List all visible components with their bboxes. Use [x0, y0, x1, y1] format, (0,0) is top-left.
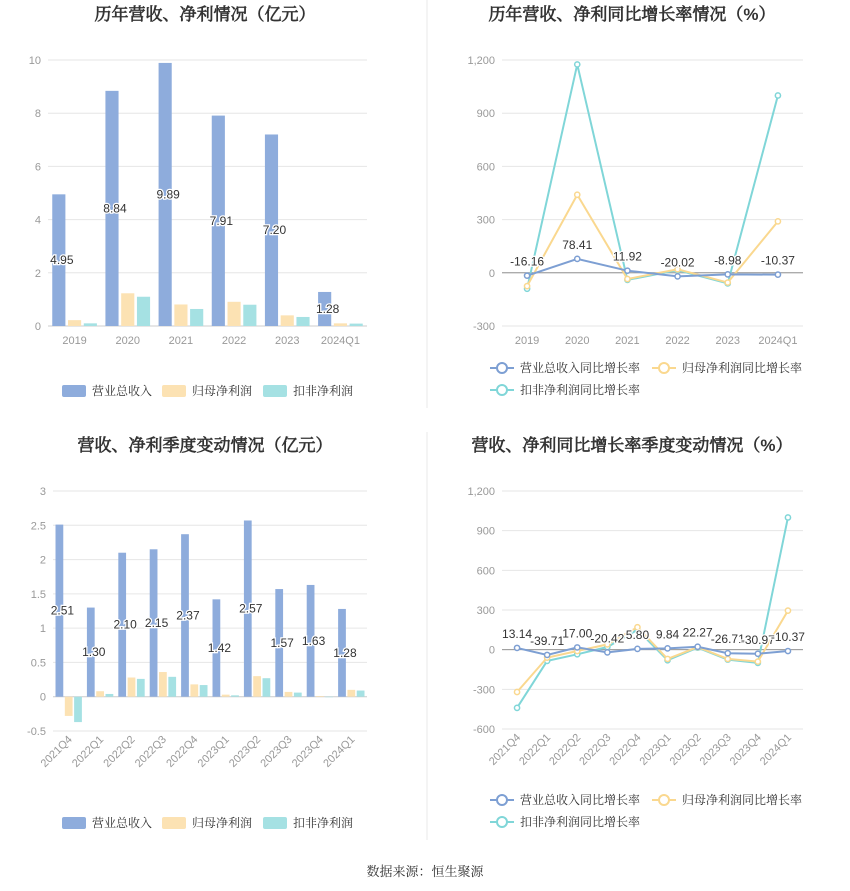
legend-swatch-icon: [263, 817, 287, 829]
x-tick-label: 2024Q1: [758, 335, 798, 347]
bar-deducted-profit: [137, 679, 145, 697]
y-tick-label: 0: [34, 321, 41, 333]
x-tick-label: 2024Q1: [321, 733, 358, 770]
bar-net-profit: [222, 695, 230, 697]
chart-title: 历年营收、净利同比增长率情况（%）: [488, 5, 776, 24]
series-point: [785, 648, 790, 653]
bar-net-profit: [121, 293, 134, 326]
x-tick-label: 2021: [615, 335, 640, 347]
series-line-revenue: [517, 647, 788, 655]
quarterly-revenue-profit-chart: [27, 435, 367, 830]
legend-marker-icon: [497, 363, 507, 373]
y-tick-label: 1.5: [30, 588, 46, 601]
x-tick-label: 2024Q1: [757, 731, 795, 768]
bar-net-profit: [65, 697, 73, 716]
x-tick-label: 2020: [565, 335, 590, 347]
line-data-label: 78.41: [562, 237, 593, 252]
bar-deducted-profit: [200, 685, 208, 697]
x-tick-label: 2022Q1: [517, 731, 554, 768]
bar-data-label: 7.20: [262, 223, 287, 238]
bar-deducted-profit: [137, 297, 150, 326]
series-point: [625, 276, 630, 281]
series-point: [725, 651, 730, 656]
bar-data-label: 1.42: [207, 641, 232, 656]
legend-label: 扣非净利润同比增长率: [520, 815, 641, 829]
annual-revenue-profit-chart: [29, 4, 367, 398]
annual-yoy-growth-chart: [467, 4, 803, 397]
bar-data-label: 2.10: [113, 617, 137, 632]
line-data-label: 17.00: [562, 626, 593, 641]
bar-net-profit: [316, 696, 324, 697]
series-point: [695, 644, 700, 649]
series-point: [785, 608, 790, 613]
bar-deducted-profit: [106, 694, 114, 697]
x-tick-label: 2022Q1: [70, 733, 107, 770]
line-data-label: -20.02: [660, 255, 695, 270]
chart-title: 营收、净利季度变动情况（亿元）: [77, 436, 333, 455]
y-tick-label: -300: [472, 684, 495, 697]
legend-label: 营业总收入同比增长率: [520, 793, 641, 807]
series-point: [665, 646, 670, 651]
line-data-label: -10.37: [760, 253, 795, 268]
line-data-label: -10.37: [770, 630, 805, 645]
series-point: [514, 689, 519, 694]
legend-marker-icon: [659, 795, 669, 805]
bar-deducted-profit: [74, 697, 82, 722]
x-tick-label: 2023Q2: [227, 733, 264, 770]
bar-data-label: 2.15: [144, 616, 169, 630]
x-tick-label: 2023Q3: [258, 733, 295, 770]
x-tick-label: 2023: [715, 335, 740, 347]
legend-swatch-icon: [62, 817, 86, 829]
x-tick-label: 2022: [665, 335, 690, 347]
line-data-label: -8.98: [714, 253, 742, 268]
legend-label: 营业总收入同比增长率: [520, 361, 641, 375]
y-tick-label: 0: [39, 691, 46, 704]
y-tick-label: 1: [39, 623, 46, 636]
x-tick-label: 2023Q2: [667, 731, 704, 768]
bar-net-profit: [347, 690, 355, 697]
series-point: [725, 656, 730, 661]
y-tick-label: 600: [476, 565, 495, 578]
x-tick-label: 2022Q2: [547, 731, 584, 768]
y-tick-label: 0: [488, 644, 495, 657]
series-point: [524, 273, 529, 278]
x-tick-label: 2022: [221, 335, 247, 347]
legend-swatch-icon: [263, 385, 287, 397]
bar-net-profit: [190, 684, 198, 696]
bar-deducted-profit: [296, 317, 309, 326]
series-point: [675, 274, 680, 279]
x-tick-label: 2021Q4: [38, 733, 75, 770]
x-tick-label: 2022Q4: [164, 733, 201, 770]
x-tick-label: 2022Q4: [607, 731, 644, 768]
bar-data-label: 4.95: [50, 253, 74, 268]
y-tick-label: -0.5: [27, 726, 46, 738]
bar-net-profit: [285, 692, 293, 697]
y-tick-label: 900: [476, 108, 495, 121]
bar-data-label: 8.84: [103, 201, 127, 216]
line-data-label: -16.16: [510, 254, 545, 269]
series-point: [514, 645, 519, 650]
bar-deducted-profit: [325, 697, 333, 698]
y-tick-label: 2.5: [30, 520, 46, 533]
legend-marker-icon: [497, 385, 507, 395]
bar-data-label: 1.57: [270, 635, 294, 650]
bar-deducted-profit: [243, 305, 256, 326]
y-tick-label: 300: [476, 605, 495, 617]
line-data-label: -20.42: [590, 631, 625, 646]
x-tick-label: 2023Q1: [637, 731, 674, 768]
bar-net-profit: [281, 315, 294, 326]
y-tick-label: 1,200: [467, 55, 495, 67]
y-tick-label: 300: [476, 214, 495, 227]
y-tick-label: 2: [39, 554, 46, 567]
x-tick-label: 2020: [115, 335, 140, 347]
bar-data-label: 1.63: [301, 633, 326, 648]
source-note: 数据来源：恒生聚源: [366, 864, 484, 879]
x-tick-label: 2022Q3: [132, 733, 170, 770]
x-tick-label: 2022Q2: [101, 733, 138, 770]
x-tick-label: 2022Q3: [577, 731, 614, 768]
series-point: [725, 272, 730, 277]
y-tick-label: 1,200: [467, 486, 495, 498]
y-tick-label: -300: [472, 321, 495, 333]
bar-net-profit: [128, 678, 136, 697]
y-tick-label: -600: [472, 724, 495, 736]
bar-deducted-profit: [168, 677, 176, 697]
legend-swatch-icon: [162, 385, 186, 397]
line-data-label: 22.27: [682, 625, 713, 640]
legend-marker-icon: [497, 817, 507, 827]
x-tick-label: 2021: [168, 335, 194, 347]
x-tick-label: 2019: [62, 335, 87, 347]
series-line-deducted-profit: [517, 517, 788, 707]
x-tick-label: 2023Q1: [195, 733, 232, 770]
x-tick-label: 2024Q1: [320, 335, 360, 347]
legend-label: 扣非净利润: [293, 384, 354, 398]
y-tick-label: 3: [39, 486, 46, 498]
y-tick-label: 900: [476, 525, 495, 538]
y-tick-label: 600: [476, 161, 495, 174]
bar-net-profit: [68, 320, 81, 326]
series-point: [775, 272, 780, 277]
series-point: [575, 256, 580, 261]
series-point: [605, 650, 610, 655]
series-point: [524, 284, 529, 289]
legend-swatch-icon: [162, 817, 186, 829]
legend-label: 归母净利润: [192, 384, 253, 398]
x-tick-label: 2021Q4: [486, 731, 524, 768]
bar-data-label: 1.30: [82, 645, 106, 660]
y-tick-label: 4: [34, 214, 41, 227]
line-data-label: -39.71: [530, 633, 565, 648]
bar-net-profit: [96, 691, 104, 696]
bar-data-label: 9.89: [156, 187, 180, 202]
bar-net-profit: [253, 676, 261, 697]
series-point: [785, 515, 790, 520]
series-point: [575, 62, 580, 67]
line-data-label: 9.84: [655, 627, 680, 642]
series-point: [635, 646, 640, 651]
bar-deducted-profit: [350, 324, 363, 326]
bar-deducted-profit: [263, 678, 271, 697]
legend-label: 营业总收入: [92, 816, 153, 830]
y-tick-label: 0: [488, 267, 495, 280]
x-tick-label: 2023Q4: [289, 733, 327, 770]
line-data-label: 13.14: [502, 626, 533, 641]
bar-deducted-profit: [190, 309, 203, 326]
bar-deducted-profit: [357, 691, 365, 697]
line-data-label: 11.92: [612, 249, 642, 264]
bar-data-label: 7.91: [209, 213, 234, 228]
series-point: [575, 192, 580, 197]
bar-net-profit: [334, 323, 347, 326]
line-data-label: -26.71: [710, 632, 745, 647]
bar-deducted-profit: [231, 695, 239, 696]
bar-deducted-profit: [294, 693, 302, 697]
legend-label: 营业总收入: [92, 384, 153, 398]
series-point: [665, 656, 670, 661]
bar-data-label: 2.51: [50, 603, 75, 618]
x-tick-label: 2023Q3: [697, 731, 734, 768]
y-tick-label: 2: [34, 267, 41, 280]
series-point: [545, 652, 550, 657]
y-tick-label: 6: [34, 161, 41, 174]
y-tick-label: 10: [28, 55, 41, 67]
series-point: [725, 280, 730, 285]
y-tick-label: 8: [34, 108, 41, 121]
bar-deducted-profit: [84, 323, 97, 326]
x-tick-label: 2019: [514, 335, 540, 347]
x-tick-label: 2023Q4: [727, 731, 764, 768]
series-point: [755, 651, 760, 656]
line-data-label: 5.80: [625, 627, 650, 642]
legend-label: 归母净利润同比增长率: [682, 361, 803, 375]
bar-data-label: 1.28: [315, 301, 340, 316]
legend-label: 归母净利润同比增长率: [682, 793, 803, 807]
series-point: [575, 645, 580, 650]
series-point: [775, 93, 780, 98]
series-point: [514, 705, 519, 710]
line-data-label: -30.97: [740, 632, 775, 647]
bar-net-profit: [228, 302, 241, 326]
y-tick-label: 0.5: [30, 657, 46, 670]
chart-title: 营收、净利同比增长率季度变动情况（%）: [471, 436, 793, 455]
bar-data-label: 2.37: [176, 608, 200, 623]
series-point: [775, 219, 780, 224]
legend-marker-icon: [497, 795, 507, 805]
legend-label: 扣非净利润: [293, 816, 354, 830]
quarterly-yoy-growth-chart: [467, 435, 805, 829]
legend-label: 归母净利润: [192, 816, 253, 830]
bar-data-label: 1.28: [333, 645, 357, 660]
x-tick-label: 2023: [275, 335, 300, 347]
bar-net-profit: [159, 672, 167, 697]
legend-marker-icon: [659, 363, 669, 373]
legend-swatch-icon: [62, 385, 86, 397]
legend-label: 扣非净利润同比增长率: [520, 383, 641, 397]
series-point: [755, 659, 760, 664]
series-point: [625, 268, 630, 273]
bar-data-label: 2.57: [239, 601, 263, 616]
bar-net-profit: [174, 304, 187, 326]
chart-title: 历年营收、净利情况（亿元）: [94, 5, 316, 24]
